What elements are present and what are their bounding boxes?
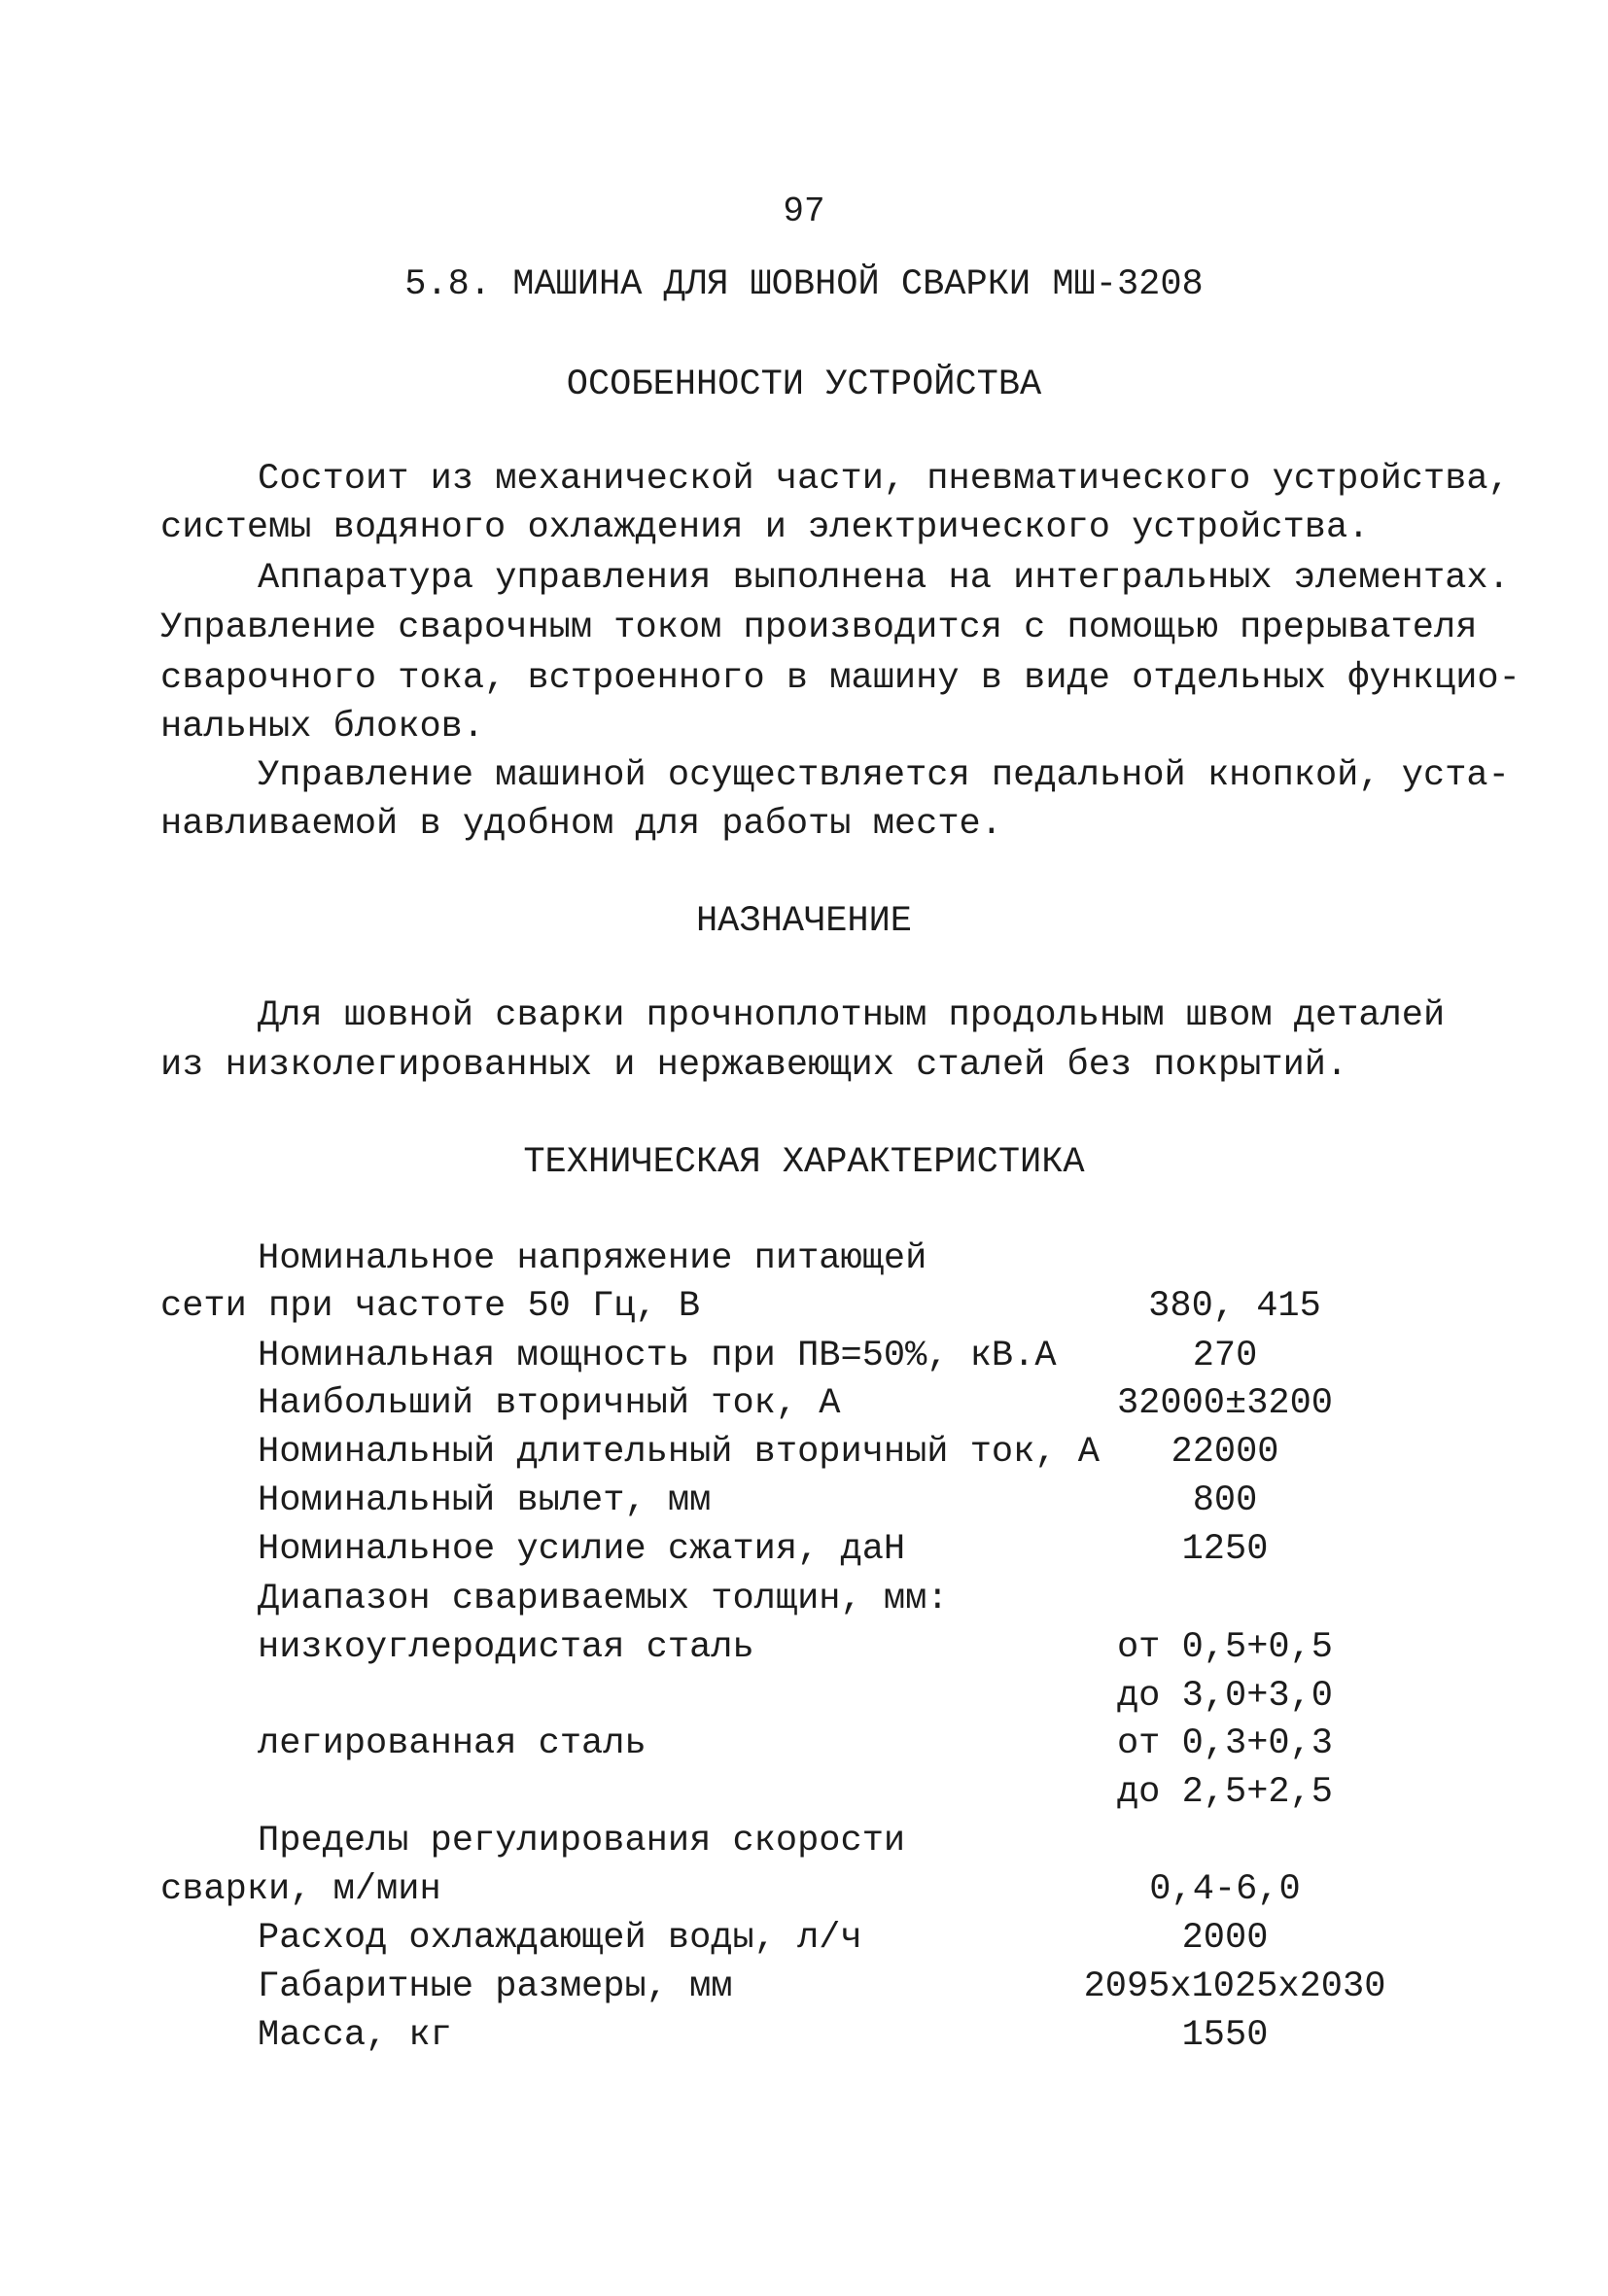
spec-label: сети при частоте 50 Гц, В	[160, 1286, 701, 1327]
spec-label: низкоуглеродистая сталь	[258, 1627, 754, 1668]
spec-value: 380, 415	[1148, 1286, 1321, 1327]
design-line: сварочного тока, встроенного в машину в виде отдельных функцио-	[160, 658, 1521, 699]
spec-value: до 2,5+2,5	[1116, 1772, 1334, 1813]
spec-label: сварки, м/мин	[160, 1869, 441, 1910]
purpose-heading: НАЗНАЧЕНИЕ	[695, 901, 913, 942]
design-heading: ОСОБЕННОСТИ УСТРОЙСТВА	[566, 365, 1042, 405]
spec-value: до 3,0+3,0	[1116, 1676, 1334, 1717]
spec-value: 2095x1025x2030	[1083, 1966, 1386, 2007]
purpose-line: из низколегированных и нержавеющих сталей без покрытий.	[160, 1045, 1348, 1086]
spec-label: Габаритные размеры, мм	[258, 1966, 733, 2007]
spec-value: 1250	[1181, 1529, 1269, 1570]
spec-value: 2000	[1181, 1918, 1269, 1959]
design-line: системы водяного охлаждения и электрического устройства.	[160, 507, 1370, 548]
spec-label: легированная сталь	[258, 1723, 647, 1764]
spec-value: 270	[1192, 1336, 1258, 1376]
spec-label: Номинальный вылет, мм	[258, 1480, 712, 1521]
spec-value: от 0,3+0,3	[1116, 1723, 1334, 1764]
spec-value: 0,4-6,0	[1149, 1869, 1301, 1910]
spec-label: Наибольший вторичный ток, А	[258, 1383, 841, 1424]
spec-value: 22000	[1171, 1432, 1279, 1473]
spec-label: Расход охлаждающей воды, л/ч	[258, 1918, 862, 1959]
spec-value: 800	[1192, 1480, 1258, 1521]
design-line: Управление сварочным током производится с помощью прерывателя	[160, 608, 1478, 648]
spec-label: Диапазон свариваемых толщин, мм:	[258, 1579, 949, 1619]
design-line: Аппаратура управления выполнена на интегральных элементах.	[258, 558, 1510, 599]
spec-value: 32000±3200	[1116, 1383, 1334, 1424]
spec-label: Номинальное напряжение питающей	[258, 1238, 927, 1279]
spec-value: 1550	[1181, 2015, 1269, 2056]
design-line: Управление машиной осуществляется педальной кнопкой, уста-	[258, 755, 1510, 796]
spec-label: Номинальная мощность при ПВ=50%, кВ.А	[258, 1336, 1057, 1376]
design-line: Состоит из механической части, пневматического устройства,	[258, 459, 1510, 500]
spec-label: Пределы регулирования скорости	[258, 1821, 906, 1861]
specs-heading: ТЕХНИЧЕСКАЯ ХАРАКТЕРИСТИКА	[523, 1142, 1085, 1183]
design-line: навливаемой в удобном для работы месте.	[160, 804, 1002, 845]
purpose-line: Для шовной сварки прочноплотным продольным швом деталей	[258, 995, 1446, 1036]
design-line: нальных блоков.	[160, 707, 485, 748]
spec-value: от 0,5+0,5	[1116, 1627, 1334, 1668]
spec-label: Номинальный длительный вторичный ток, А	[258, 1432, 1100, 1473]
spec-label: Масса, кг	[258, 2015, 452, 2056]
page-number: 97	[783, 191, 825, 231]
section-title: 5.8. МАШИНА ДЛЯ ШОВНОЙ СВАРКИ МШ-3208	[404, 264, 1204, 305]
spec-label: Номинальное усилие сжатия, даН	[258, 1529, 906, 1570]
